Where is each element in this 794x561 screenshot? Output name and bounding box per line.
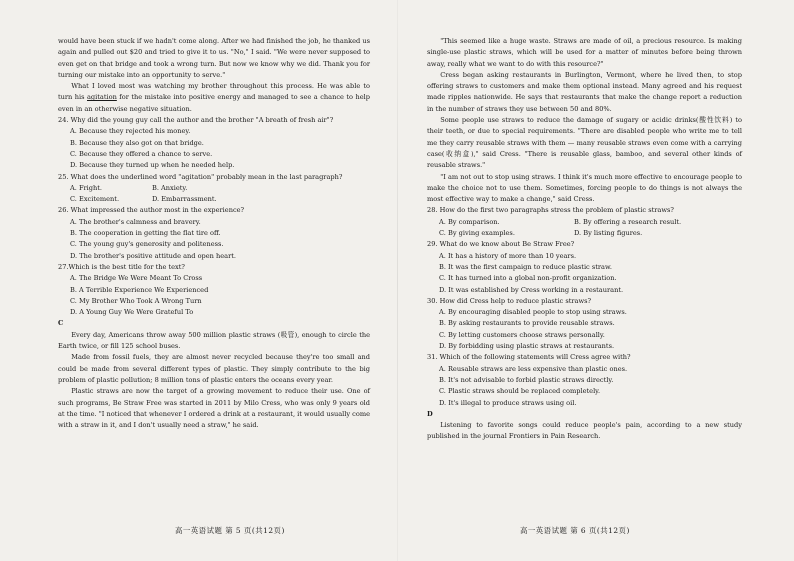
question-option: D. It's illegal to produce straws using oil. <box>439 398 577 407</box>
question-29-stem: 29. What do we know about Be Straw Free? <box>427 240 575 249</box>
question-26-stem: 26. What impressed the author most in the experience? <box>58 206 245 215</box>
option-row <box>427 217 742 228</box>
passage-paragraph: Plastic straws are now the target of a growing movement to reduce their use. One of such programs, Be Straw Free was started in 2011 by Milo Cress, who was only 9 years old at the time. "I noticed that whenever I ordered a drink at a restaurant, it would usually come with a straw in it, and I don't usually need a straw," he said. <box>58 387 370 430</box>
question-option: C. Because they offered a chance to serve. <box>70 149 213 158</box>
page-footer: 高一英语试题 第 5 页(共12页) <box>175 526 285 535</box>
question-25-stem: 25. What does the underlined word "agitation" probably mean in the last paragraph? <box>58 172 343 181</box>
option-row <box>58 194 370 205</box>
question-option: D. By listing figures. <box>574 229 643 238</box>
question-option: B. It's not advisable to forbid plastic straws directly. <box>439 375 614 384</box>
question-option: B. By asking restaurants to provide reusable straws. <box>439 319 615 328</box>
option-row <box>427 228 742 239</box>
question-28-stem: 28. How do the first two paragraphs stress the problem of plastic straws? <box>427 206 674 215</box>
right-page <box>427 36 742 443</box>
question-option: C. Excitement. <box>70 195 120 204</box>
question-option: A. It has a history of more than 10 years. <box>439 251 577 260</box>
question-option: B. A Terrible Experience We Experienced <box>70 285 209 294</box>
passage-paragraph: What I loved most was watching my brother throughout this process. He was able to turn his agitation for the mistake into positive energy and managed to see a chance to help even in an otherwise negative situation. <box>58 82 370 113</box>
question-option: A. By comparison. <box>439 217 500 226</box>
passage-paragraph: "This seemed like a huge waste. Straws are made of oil, a precious resource. Is making single-use plastic straws, which will be used for a matter of minutes before being thrown away, really what we want to do with this resource?" <box>427 37 742 68</box>
question-option: B. The cooperation in getting the flat tire off. <box>70 229 221 238</box>
question-option: A. By encouraging disabled people to stop using straws. <box>439 308 627 317</box>
question-option: D. The brother's positive attitude and open heart. <box>70 251 236 260</box>
question-option: C. It has turned into a global non-profit organization. <box>439 274 617 283</box>
section-heading: D <box>427 409 433 418</box>
question-option: A. Fright. <box>70 183 103 192</box>
left-page <box>58 36 370 431</box>
question-option: C. The young guy's generosity and politeness. <box>70 240 224 249</box>
page-footer: 高一英语试题 第 6 页(共12页) <box>520 526 630 535</box>
passage-paragraph: Listening to favorite songs could reduce people's pain, according to a new study published in the journal Frontiers in Pain Research. <box>427 421 742 441</box>
page-fold <box>397 0 398 561</box>
question-option: C. Plastic straws should be replaced completely. <box>439 387 601 396</box>
question-31-stem: 31. Which of the following statements will Cress agree with? <box>427 353 631 362</box>
question-option: B. Because they also got on that bridge. <box>70 138 204 147</box>
question-option: B. By offering a research result. <box>574 217 682 226</box>
passage-paragraph: would have been stuck if we hadn't come along. After we had finished the job, he thanked us again and pulled out $20 and tried to give it to us. "No," I said. "We were never supposed to even get on that bridge and took a wrong turn. But now we know why we did. Thank you for turning our mistake into an opportunity to serve." <box>58 37 370 79</box>
question-option: C. By giving examples. <box>439 229 515 238</box>
passage-paragraph: Some people use straws to reduce the damage of sugary or acidic drinks(酸性饮料) to their teeth, or due to special requirements. "There are disabled people who write me to tell me they carry reusable straws with them — many reusable straws even come with a carrying case(收纳盒)," said Cress. "There is reusable glass, bamboo, and several other kinds of reusable straws." <box>427 116 742 170</box>
question-option: A. Because they rejected his money. <box>70 127 191 136</box>
question-option: A. The brother's calmness and bravery. <box>70 217 201 226</box>
underlined-word: agitation <box>87 93 117 102</box>
question-option: B. It was the first campaign to reduce plastic straw. <box>439 262 612 271</box>
passage-paragraph: Every day, Americans throw away 500 million plastic straws (吸管), enough to circle the Earth twice, or fill 125 school buses. <box>58 330 370 351</box>
passage-paragraph: "I am not out to stop using straws. I think it's much more effective to encourage people to make the choice not to use them. Sometimes, forcing people to do things is not always the most effective way to make a change," said Cress. <box>427 172 742 204</box>
passage-paragraph: Cress began asking restaurants in Burlington, Vermont, where he lived then, to stop offering straws to customers and make them optional instead. Many agreed and his request made ripples nationwide. He says that restaurants that make the change report a reduction in the number of straws they use between 50 and 80%. <box>427 70 742 113</box>
question-27-stem: 27.Which is the best title for the text? <box>58 262 185 271</box>
question-option: B. Anxiety. <box>152 183 188 192</box>
question-option: D. By forbidding using plastic straws at restaurants. <box>439 342 615 351</box>
section-heading: C <box>58 319 64 328</box>
question-option: D. Because they turned up when he needed help. <box>70 161 235 170</box>
question-option: A. The Bridge We Were Meant To Cross <box>70 274 203 283</box>
option-row <box>58 183 370 194</box>
question-option: D. A Young Guy We Were Grateful To <box>70 308 194 317</box>
question-option: A. Reusable straws are less expensive than plastic ones. <box>439 364 628 373</box>
question-30-stem: 30. How did Cress help to reduce plastic straws? <box>427 296 592 305</box>
question-option: D. Embarrassment. <box>152 195 217 204</box>
question-24-stem: 24. Why did the young guy call the author and the brother "A breath of fresh air"? <box>58 116 334 125</box>
passage-paragraph: Made from fossil fuels, they are almost never recycled because they're too small and could be made from several different types of plastic. They simply contribute to the big problem of plastic pollution; 8 million tons of plastic enters the oceans every year. <box>58 353 370 384</box>
question-option: C. By letting customers choose straws personally. <box>439 330 605 339</box>
question-option: D. It was established by Cress working in a restaurant. <box>439 285 624 294</box>
question-option: C. My Brother Who Took A Wrong Turn <box>70 296 202 305</box>
